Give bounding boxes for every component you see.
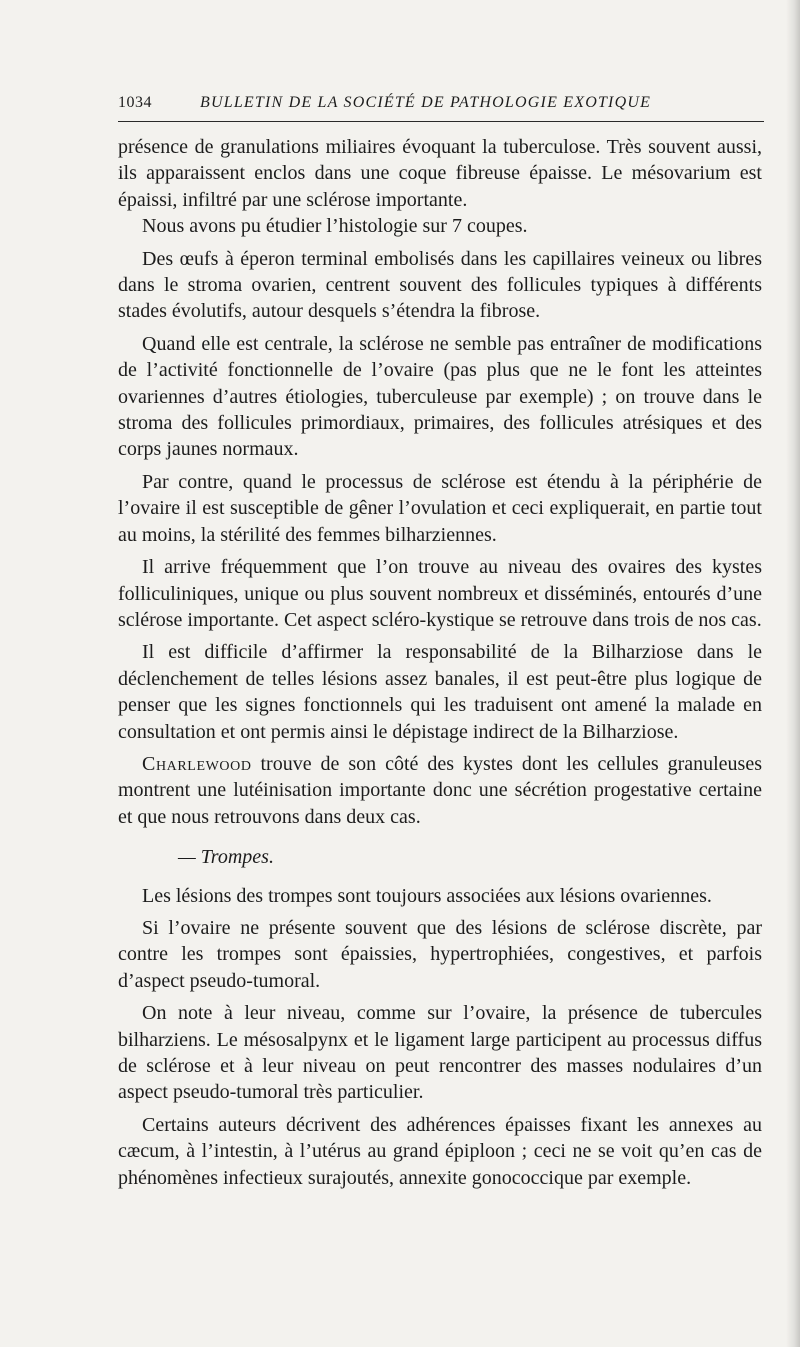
body-text (118, 134, 762, 1191)
paragraph-trompes-lesions: Les lésions des trompes sont toujours associées aux lésions ovariennes. (142, 884, 712, 907)
header-rule (118, 121, 764, 122)
paragraph-responsibility: Il est difficile d’affirmer la responsabilité de la Bilharziose dans le déclenchement de telles lésions assez banales, il est peut-être plus logique de penser que les signes fonctionnels qui les traduisent ont amené la malade en consultation et ont permis ainsi le dépistage indirect de la Bilharziose. (118, 641, 762, 743)
paragraph-trompes-thickened: Si l’ovaire ne présente souvent que des lésions de sclérose discrète, par contre les trompes sont épaissies, hypertrophiées, congestives, et parfois d’aspect pseudo-tumoral. (118, 916, 762, 992)
paragraph-trompes-tubercles: On note à leur niveau, comme sur l’ovaire, la présence de tubercules bilharziens. Le mésosalpynx et le ligament large participent au processus diffus de sclérose et à leur niveau on peut rencontrer des masses nodulaires d’un aspect pseudo-tumoral très particulier. (118, 1002, 762, 1104)
paragraph-continuation: présence de granulations miliaires évoquant la tuberculose. Très souvent aussi, ils apparaissent enclos dans une coque fibreuse épaisse. Le mésovarium est épaissi, infiltré par une sclérose importante. (118, 136, 762, 211)
paragraph-charlewood (118, 751, 762, 830)
binding-shadow (786, 0, 800, 1347)
paragraph-cysts: Il arrive fréquemment que l’on trouve au niveau des ovaires des kystes folliculiniques, unique ou plus souvent nombreux et disséminés, entourés d’une sclérose importante. Cet aspect scléro-kystique se retrouve dans trois de nos cas. (118, 556, 762, 631)
page-number: 1034 (118, 94, 152, 111)
running-title: BULLETIN DE LA SOCIÉTÉ DE PATHOLOGIE EXOTIQUE (200, 94, 652, 111)
paragraph-peripheral-sclerosis: Par contre, quand le processus de sclérose est étendu à la périphérie de l’ovaire il est susceptible de gêner l’ovulation et ceci expliquerait, en partie tout au moins, la stérilité des femmes bilharziennes. (118, 470, 762, 546)
charlewood-text: trouve de son côté des kystes dont les cellules granuleuses montrent une lutéinisation importante donc une sécrétion progestative certaine et que nous retrouvons dans deux cas. (118, 752, 762, 828)
paragraph-eggs: Des œufs à éperon terminal embolisés dans les capillaires veineux ou libres dans le stroma ovarien, centrent souvent des follicules typiques à différents stades évolutifs, autour desquels s’étendra la fibrose. (118, 247, 762, 323)
paragraph-central-sclerosis: Quand elle est centrale, la sclérose ne semble pas entraîner de modifications de l’activité fonctionnelle de l’ovaire (pas plus que ne le font les atteintes ovariennes d’autres étiologies, tuberculeuse par exemple) ; on trouve dans le stroma des follicules primordiaux, primaires, des follicules atrésiques et des corps jaunes normaux. (118, 332, 762, 461)
section-heading-trompes: — Trompes. (178, 846, 274, 869)
author-name: Charlewood (142, 752, 252, 775)
paragraph-trompes-adhesions: Certains auteurs décrivent des adhérences épaisses fixant les annexes au cæcum, à l’intestin, à l’utérus au grand épiploon ; ceci ne se voit qu’en cas de phénomènes infectieux surajoutés, annexite gonococcique par exemple. (118, 1113, 762, 1189)
page-header (118, 94, 764, 116)
paragraph-histology: Nous avons pu étudier l’histologie sur 7 coupes. (142, 215, 528, 238)
